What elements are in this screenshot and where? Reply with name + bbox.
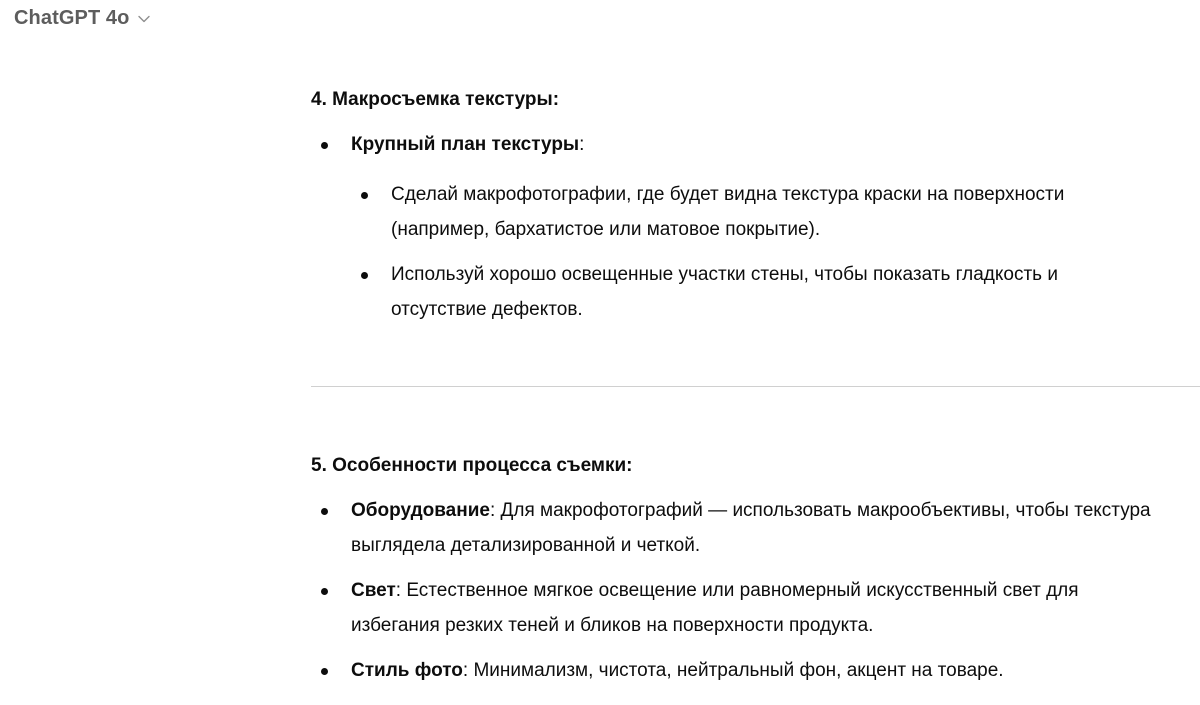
list-item-label: Оборудование bbox=[351, 500, 490, 521]
list-item-label: Крупный план текстуры bbox=[351, 134, 580, 155]
model-selector[interactable] bbox=[14, 7, 151, 30]
chevron-down-icon bbox=[137, 12, 151, 26]
bullet-dot bbox=[321, 142, 328, 149]
list-item-text: : Для макрофотографий — использовать макрообъективы, чтобы текстура выглядела детализированной и четкой. bbox=[351, 500, 1151, 556]
list-item bbox=[351, 493, 1151, 563]
bullet-dot bbox=[321, 588, 328, 595]
list-item-text: : Минимализм, чистота, нейтральный фон, акцент на товаре. bbox=[462, 660, 1004, 681]
list-item bbox=[351, 573, 1161, 643]
section-heading-4: 4. Макросъемка текстуры: bbox=[311, 89, 560, 110]
list-item-label: Стиль фото bbox=[351, 660, 463, 681]
divider bbox=[311, 386, 1200, 387]
section-heading-5: 5. Особенности процесса съемки: bbox=[311, 455, 633, 476]
bullet-dot bbox=[361, 272, 368, 279]
list-item bbox=[391, 177, 1151, 247]
bullet-dot bbox=[321, 508, 328, 515]
bullet-dot bbox=[321, 668, 328, 675]
list-item-text: : bbox=[579, 134, 585, 155]
list-item bbox=[391, 257, 1151, 327]
list-item-text: Используй хорошо освещенные участки стены, чтобы показать гладкость и отсутствие дефектов. bbox=[391, 264, 1058, 320]
bullet-dot bbox=[361, 192, 368, 199]
list-item bbox=[351, 127, 1171, 162]
list-item-label: Свет bbox=[351, 580, 396, 601]
list-item-text: : Естественное мягкое освещение или равномерный искусственный свет для избегания резких теней и бликов на поверхности продукта. bbox=[351, 580, 1079, 636]
list-item bbox=[351, 653, 1171, 688]
list-item-text: Сделай макрофотографии, где будет видна текстура краски на поверхности (например, бархатистое или матовое покрытие). bbox=[391, 184, 1065, 240]
model-name: ChatGPT 4o bbox=[14, 7, 130, 29]
